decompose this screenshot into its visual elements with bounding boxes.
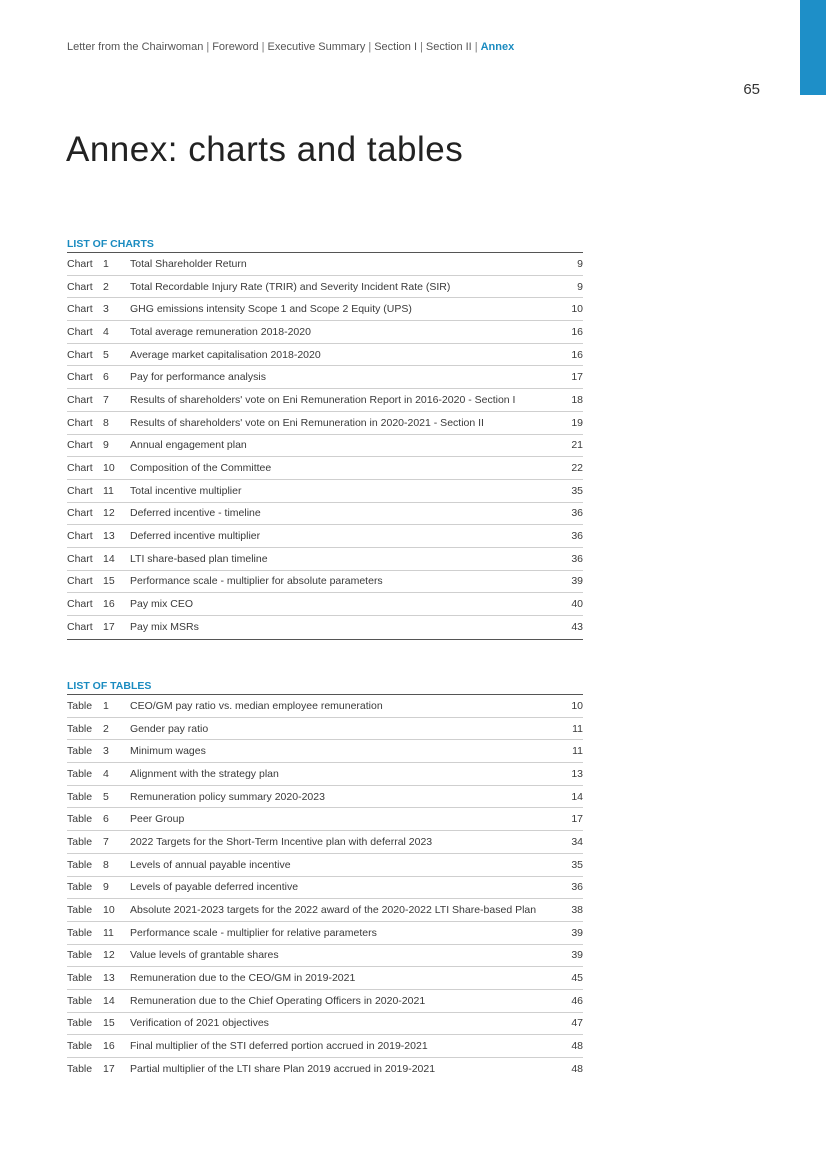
entry-number: 12 bbox=[103, 949, 115, 962]
table-list-row[interactable] bbox=[67, 831, 583, 854]
entry-type: Chart bbox=[67, 598, 93, 611]
entry-title: Composition of the Committee bbox=[130, 462, 272, 475]
breadcrumb bbox=[67, 41, 514, 53]
entry-number: 13 bbox=[103, 530, 115, 543]
entry-title: 2022 Targets for the Short-Term Incentive plan with deferral 2023 bbox=[130, 835, 433, 848]
breadcrumb-link-foreword[interactable]: Foreword bbox=[212, 41, 259, 53]
entry-title: Final multiplier of the STI deferred portion accrued in 2019-2021 bbox=[130, 1040, 428, 1053]
breadcrumb-link-section-2[interactable]: Section II bbox=[425, 41, 472, 53]
entry-number: 15 bbox=[103, 575, 115, 588]
chart-list-row[interactable] bbox=[67, 344, 583, 367]
table-list-row[interactable] bbox=[67, 1013, 583, 1036]
entry-number: 10 bbox=[103, 904, 115, 917]
table-list-row[interactable] bbox=[67, 718, 583, 741]
entry-type: Table bbox=[67, 949, 93, 962]
entry-title: Value levels of grantable shares bbox=[130, 949, 279, 962]
list-of-charts bbox=[67, 238, 583, 640]
entry-title: Total Recordable Injury Rate (TRIR) and Severity Incident Rate (SIR) bbox=[130, 280, 451, 293]
entry-page: 36 bbox=[571, 552, 583, 565]
entry-number: 2 bbox=[103, 722, 109, 735]
entry-page: 10 bbox=[571, 303, 583, 316]
entry-title: Pay mix MSRs bbox=[130, 621, 199, 634]
entry-title: Average market capitalisation 2018-2020 bbox=[130, 348, 321, 361]
entry-page: 36 bbox=[571, 530, 583, 543]
entry-type: Chart bbox=[67, 348, 93, 361]
entry-number: 6 bbox=[103, 813, 109, 826]
entry-page: 36 bbox=[571, 881, 583, 894]
entry-page: 48 bbox=[571, 1040, 583, 1053]
entry-page: 16 bbox=[571, 348, 583, 361]
list-of-charts-heading: LIST OF CHARTS bbox=[67, 238, 154, 250]
entry-page: 17 bbox=[571, 813, 583, 826]
table-list-row[interactable] bbox=[67, 922, 583, 945]
entry-type: Chart bbox=[67, 439, 93, 452]
entry-page: 14 bbox=[571, 790, 583, 803]
entry-type: Table bbox=[67, 1063, 93, 1076]
entry-page: 17 bbox=[571, 371, 583, 384]
entry-page: 19 bbox=[571, 416, 583, 429]
table-list-row[interactable] bbox=[67, 967, 583, 990]
entry-type: Chart bbox=[67, 325, 93, 338]
entry-title: GHG emissions intensity Scope 1 and Scope 2 Equity (UPS) bbox=[130, 303, 412, 316]
chart-list-row[interactable] bbox=[67, 480, 583, 503]
entry-type: Table bbox=[67, 1017, 93, 1030]
entry-page: 9 bbox=[577, 257, 583, 270]
entry-type: Chart bbox=[67, 552, 93, 565]
entry-number: 12 bbox=[103, 507, 115, 520]
entry-title: Remuneration due to the Chief Operating Officers in 2020-2021 bbox=[130, 994, 426, 1007]
table-list-row[interactable] bbox=[67, 740, 583, 763]
breadcrumb-separator: | bbox=[368, 41, 372, 53]
entry-number: 16 bbox=[103, 598, 115, 611]
entry-type: Chart bbox=[67, 393, 93, 406]
table-list-row[interactable] bbox=[67, 763, 583, 786]
table-list-row[interactable] bbox=[67, 877, 583, 900]
entry-number: 7 bbox=[103, 393, 109, 406]
table-list-row[interactable] bbox=[67, 945, 583, 968]
entry-page: 40 bbox=[571, 598, 583, 611]
entry-type: Chart bbox=[67, 530, 93, 543]
entry-page: 16 bbox=[571, 325, 583, 338]
entry-page: 11 bbox=[572, 722, 583, 735]
table-list-row[interactable] bbox=[67, 990, 583, 1013]
chart-list-row[interactable] bbox=[67, 321, 583, 344]
entry-type: Table bbox=[67, 881, 93, 894]
entry-type: Chart bbox=[67, 257, 93, 270]
entry-type: Chart bbox=[67, 371, 93, 384]
entry-number: 16 bbox=[103, 1040, 115, 1053]
chart-list-row[interactable] bbox=[67, 616, 583, 639]
entry-number: 10 bbox=[103, 462, 115, 475]
entry-type: Chart bbox=[67, 621, 93, 634]
entry-type: Table bbox=[67, 904, 93, 917]
table-list-row[interactable] bbox=[67, 695, 583, 718]
entry-title: Pay for performance analysis bbox=[130, 371, 266, 384]
entry-number: 9 bbox=[103, 439, 109, 452]
entry-page: 18 bbox=[571, 393, 583, 406]
chart-list-row[interactable] bbox=[67, 593, 583, 616]
entry-page: 10 bbox=[571, 699, 583, 712]
chart-list-row[interactable] bbox=[67, 525, 583, 548]
chart-list-row[interactable] bbox=[67, 457, 583, 480]
chart-list-row[interactable] bbox=[67, 253, 583, 276]
entry-number: 17 bbox=[103, 621, 115, 634]
table-list-row[interactable] bbox=[67, 854, 583, 877]
entry-type: Table bbox=[67, 972, 93, 985]
entry-number: 11 bbox=[103, 926, 114, 939]
entry-title: Verification of 2021 objectives bbox=[130, 1017, 269, 1030]
entry-title: Total average remuneration 2018-2020 bbox=[130, 325, 311, 338]
chart-list-row[interactable] bbox=[67, 571, 583, 594]
chart-list-row[interactable] bbox=[67, 276, 583, 299]
entry-title: Absolute 2021-2023 targets for the 2022 award of the 2020-2022 LTI Share-based Plan bbox=[130, 904, 537, 917]
entry-page: 46 bbox=[571, 994, 583, 1007]
table-list-row[interactable] bbox=[67, 1035, 583, 1058]
table-list-row[interactable] bbox=[67, 786, 583, 809]
entry-title: Total Shareholder Return bbox=[130, 257, 247, 270]
entry-number: 9 bbox=[103, 881, 109, 894]
entry-number: 5 bbox=[103, 790, 109, 803]
entry-title: CEO/GM pay ratio vs. median employee remuneration bbox=[130, 699, 383, 712]
entry-type: Table bbox=[67, 994, 93, 1007]
entry-number: 6 bbox=[103, 371, 109, 384]
section-color-tab bbox=[800, 0, 826, 95]
entry-page: 34 bbox=[571, 835, 583, 848]
entry-title: Remuneration due to the CEO/GM in 2019-2021 bbox=[130, 972, 356, 985]
breadcrumb-separator: | bbox=[474, 41, 478, 53]
entry-page: 11 bbox=[572, 745, 583, 758]
entry-number: 14 bbox=[103, 552, 115, 565]
entry-title: Results of shareholders' vote on Eni Remuneration in 2020-2021 - Section II bbox=[130, 416, 484, 429]
entry-type: Chart bbox=[67, 462, 93, 475]
entry-type: Table bbox=[67, 813, 93, 826]
entry-number: 11 bbox=[103, 484, 114, 497]
entry-type: Table bbox=[67, 722, 93, 735]
entry-number: 13 bbox=[103, 972, 115, 985]
entry-number: 4 bbox=[103, 767, 109, 780]
list-of-tables-heading: LIST OF TABLES bbox=[67, 680, 152, 692]
entry-page: 43 bbox=[571, 621, 583, 634]
entry-page: 39 bbox=[571, 926, 583, 939]
chart-list-row[interactable] bbox=[67, 298, 583, 321]
entry-title: Total incentive multiplier bbox=[130, 484, 242, 497]
entry-number: 5 bbox=[103, 348, 109, 361]
entry-title: Levels of annual payable incentive bbox=[130, 858, 291, 871]
entry-type: Table bbox=[67, 858, 93, 871]
entry-title: Peer Group bbox=[130, 813, 185, 826]
breadcrumb-link-executive-summary[interactable]: Executive Summary bbox=[267, 41, 366, 53]
entry-page: 48 bbox=[571, 1063, 583, 1076]
entry-page: 13 bbox=[571, 767, 583, 780]
chart-list-row[interactable] bbox=[67, 548, 583, 571]
entry-type: Chart bbox=[67, 303, 93, 316]
entry-page: 35 bbox=[571, 858, 583, 871]
entry-title: LTI share-based plan timeline bbox=[130, 552, 268, 565]
entry-type: Chart bbox=[67, 507, 93, 520]
entry-title: Alignment with the strategy plan bbox=[130, 767, 279, 780]
entry-number: 3 bbox=[103, 745, 109, 758]
entry-type: Chart bbox=[67, 416, 93, 429]
entry-title: Results of shareholders' vote on Eni Remuneration Report in 2016-2020 - Section I bbox=[130, 393, 516, 406]
breadcrumb-separator: | bbox=[261, 41, 265, 53]
entry-type: Table bbox=[67, 1040, 93, 1053]
entry-number: 1 bbox=[103, 257, 109, 270]
entry-number: 8 bbox=[103, 858, 109, 871]
entry-title: Performance scale - multiplier for relative parameters bbox=[130, 926, 377, 939]
entry-page: 9 bbox=[577, 280, 583, 293]
entry-type: Chart bbox=[67, 280, 93, 293]
table-list-row[interactable] bbox=[67, 808, 583, 831]
entry-page: 35 bbox=[571, 484, 583, 497]
entry-page: 22 bbox=[571, 462, 583, 475]
table-list-row[interactable] bbox=[67, 1058, 583, 1081]
page-number: 65 bbox=[743, 81, 760, 98]
entry-number: 1 bbox=[103, 699, 109, 712]
entry-number: 14 bbox=[103, 994, 115, 1007]
table-list-row[interactable] bbox=[67, 899, 583, 922]
list-of-tables bbox=[67, 680, 583, 1081]
entry-title: Gender pay ratio bbox=[130, 722, 209, 735]
entry-title: Pay mix CEO bbox=[130, 598, 194, 611]
tables-list bbox=[67, 694, 583, 1081]
entry-type: Table bbox=[67, 790, 93, 803]
breadcrumb-link-annex[interactable]: Annex bbox=[480, 41, 515, 53]
breadcrumb-separator: | bbox=[206, 41, 210, 53]
entry-page: 39 bbox=[571, 949, 583, 962]
entry-number: 4 bbox=[103, 325, 109, 338]
charts-list bbox=[67, 252, 583, 640]
entry-title: Remuneration policy summary 2020-2023 bbox=[130, 790, 325, 803]
entry-number: 3 bbox=[103, 303, 109, 316]
breadcrumb-link-letter[interactable]: Letter from the Chairwoman bbox=[67, 41, 204, 53]
entry-type: Chart bbox=[67, 484, 93, 497]
chart-list-row[interactable] bbox=[67, 412, 583, 435]
entry-page: 38 bbox=[571, 904, 583, 917]
entry-type: Table bbox=[67, 745, 93, 758]
entry-page: 45 bbox=[571, 972, 583, 985]
entry-title: Deferred incentive multiplier bbox=[130, 530, 261, 543]
entry-title: Levels of payable deferred incentive bbox=[130, 881, 299, 894]
page-title: Annex: charts and tables bbox=[66, 130, 464, 169]
entry-page: 36 bbox=[571, 507, 583, 520]
entry-type: Table bbox=[67, 926, 93, 939]
entry-type: Chart bbox=[67, 575, 93, 588]
entry-number: 8 bbox=[103, 416, 109, 429]
entry-title: Minimum wages bbox=[130, 745, 206, 758]
entry-title: Performance scale - multiplier for absolute parameters bbox=[130, 575, 383, 588]
breadcrumb-link-section-1[interactable]: Section I bbox=[374, 41, 418, 53]
chart-list-row[interactable] bbox=[67, 389, 583, 412]
breadcrumb-separator: | bbox=[420, 41, 423, 53]
entry-page: 21 bbox=[571, 439, 583, 452]
entry-type: Table bbox=[67, 699, 93, 712]
entry-title: Deferred incentive - timeline bbox=[130, 507, 261, 520]
chart-list-row[interactable] bbox=[67, 366, 583, 389]
entry-type: Table bbox=[67, 835, 93, 848]
chart-list-row[interactable] bbox=[67, 435, 583, 458]
entry-type: Table bbox=[67, 767, 93, 780]
entry-number: 17 bbox=[103, 1063, 115, 1076]
entry-page: 39 bbox=[571, 575, 583, 588]
entry-title: Partial multiplier of the LTI share Plan 2019 accrued in 2019-2021 bbox=[130, 1063, 436, 1076]
entry-number: 7 bbox=[103, 835, 109, 848]
chart-list-row[interactable] bbox=[67, 503, 583, 526]
entry-number: 2 bbox=[103, 280, 109, 293]
entry-title: Annual engagement plan bbox=[130, 439, 247, 452]
entry-page: 47 bbox=[571, 1017, 583, 1030]
entry-number: 15 bbox=[103, 1017, 115, 1030]
